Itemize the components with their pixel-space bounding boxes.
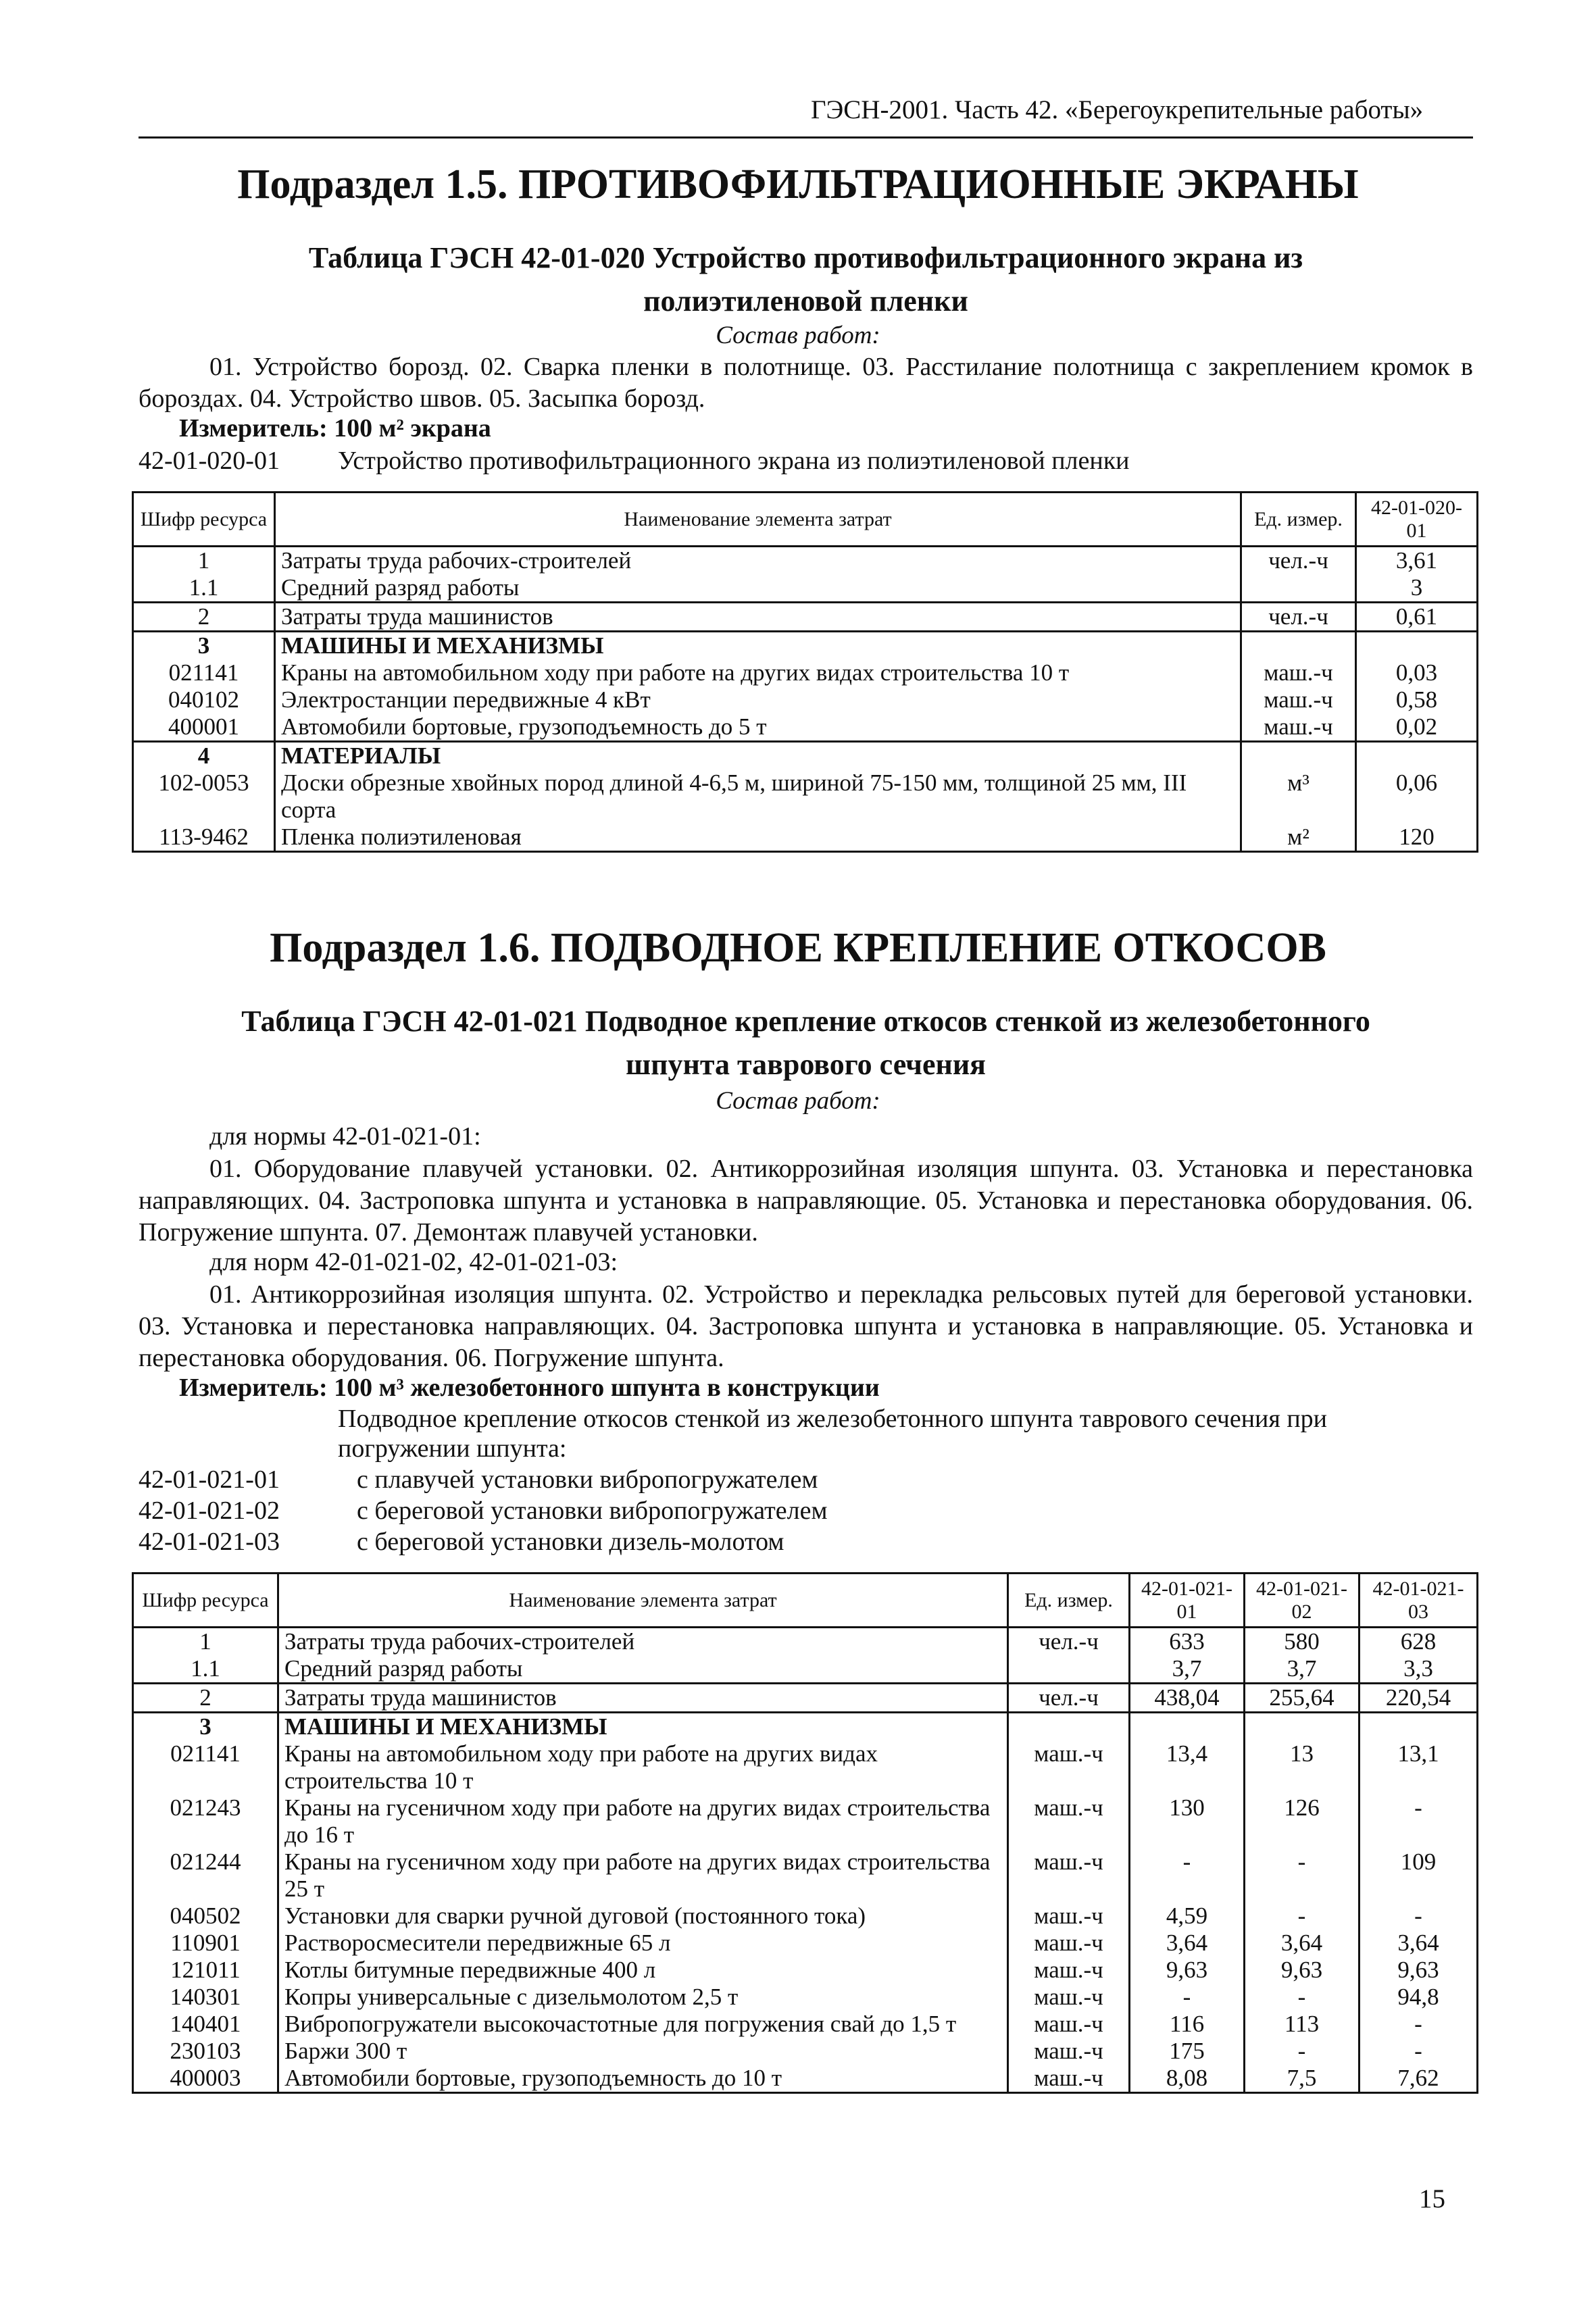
table-cell: маш.-ч bbox=[1008, 1740, 1130, 1794]
table-title-line1: Таблица ГЭСН 42-01-021 Подводное крепление откосов стенкой из железобетонного bbox=[241, 1005, 1370, 1038]
table-cell: маш.-ч bbox=[1241, 659, 1356, 686]
table-cell: 110901 bbox=[133, 1930, 278, 1957]
table-cell: - bbox=[1245, 1848, 1360, 1903]
table-cell: 255,64 bbox=[1245, 1684, 1360, 1713]
table-cell: - bbox=[1360, 1903, 1478, 1930]
table-cell: 130 bbox=[1130, 1794, 1245, 1848]
for-norm-label: для нормы 42-01-021-01: bbox=[209, 1122, 481, 1151]
table-row bbox=[133, 1930, 1478, 1957]
for-norm-label: для норм 42-01-021-02, 42-01-021-03: bbox=[209, 1248, 618, 1276]
table-cell: Пленка полиэтиленовая bbox=[275, 824, 1241, 852]
table-cell: 4 bbox=[133, 742, 275, 770]
table-cell: маш.-ч bbox=[1008, 1930, 1130, 1957]
table-header-row bbox=[133, 1574, 1478, 1628]
section-title: Подраздел 1.5. ПРОТИВОФИЛЬТРАЦИОННЫЕ ЭКРАНЫ bbox=[237, 161, 1359, 207]
table-cell: Копры универсальные с дизельмолотом 2,5 т bbox=[278, 1984, 1008, 2011]
table-cell: Затраты труда рабочих-строителей bbox=[275, 547, 1241, 575]
table-row bbox=[133, 1684, 1478, 1713]
table-cell: 633 bbox=[1130, 1628, 1245, 1656]
table-title-line2: полиэтиленовой пленки bbox=[643, 284, 968, 318]
table-header-row bbox=[133, 493, 1478, 547]
table-title bbox=[139, 1000, 1473, 1086]
table-cell: - bbox=[1360, 2038, 1478, 2065]
work-composition-text: 01. Устройство борозд. 02. Сварка пленки в полотнище. 03. Расстилание полотнища с закреплением кромок в бороздах. 04. Устройство швов. 05. Засыпка борозд. bbox=[139, 353, 1473, 413]
table-cell: 0,06 bbox=[1356, 770, 1478, 824]
norm-code: 42-01-021-01 bbox=[139, 1465, 280, 1494]
table-cell: МАТЕРИАЛЫ bbox=[275, 742, 1241, 770]
norm-code: 42-01-021-03 bbox=[139, 1528, 280, 1556]
table-row bbox=[133, 659, 1478, 686]
table-row bbox=[133, 686, 1478, 713]
table-row bbox=[133, 547, 1478, 575]
header-unit: Ед. измер. bbox=[1241, 493, 1356, 547]
header-col2: 42-01-021-02 bbox=[1245, 1574, 1360, 1628]
table-cell bbox=[1008, 1655, 1130, 1684]
table-cell: 116 bbox=[1130, 2011, 1245, 2038]
table-cell: - bbox=[1245, 1984, 1360, 2011]
table-cell: Краны на автомобильном ходу при работе на других видах строительства 10 т bbox=[275, 659, 1241, 686]
table-cell: 94,8 bbox=[1360, 1984, 1478, 2011]
table-cell: 3 bbox=[133, 1713, 278, 1741]
table-cell: 13,4 bbox=[1130, 1740, 1245, 1794]
table-cell: 400003 bbox=[133, 2065, 278, 2093]
table-cell: 040102 bbox=[133, 686, 275, 713]
header-name: Наименование элемента затрат bbox=[278, 1574, 1008, 1628]
table-cell bbox=[1360, 1713, 1478, 1741]
table-cell: Средний разряд работы bbox=[278, 1655, 1008, 1684]
table-cell bbox=[1130, 1713, 1245, 1741]
table-row bbox=[133, 2065, 1478, 2093]
table-cell: 109 bbox=[1360, 1848, 1478, 1903]
table-cell: 0,61 bbox=[1356, 603, 1478, 632]
table-cell: - bbox=[1245, 1903, 1360, 1930]
table-cell bbox=[1245, 1713, 1360, 1741]
table-cell: 021243 bbox=[133, 1794, 278, 1848]
table-cell: 1 bbox=[133, 1628, 278, 1656]
table-row bbox=[133, 574, 1478, 603]
table-cell: Краны на гусеничном ходу при работе на других видах строительства 25 т bbox=[278, 1848, 1008, 1903]
table-row bbox=[133, 1794, 1478, 1848]
meter-line: Измеритель: 100 м² экрана bbox=[179, 414, 491, 443]
table-row bbox=[133, 1740, 1478, 1794]
table-cell: Краны на автомобильном ходу при работе на других видах строительства 10 т bbox=[278, 1740, 1008, 1794]
table-cell: - bbox=[1130, 1848, 1245, 1903]
table-cell: м² bbox=[1241, 824, 1356, 852]
table-cell: маш.-ч bbox=[1241, 713, 1356, 742]
cost-table-42-01-021 bbox=[132, 1572, 1478, 2094]
table-cell: Затраты труда рабочих-строителей bbox=[278, 1628, 1008, 1656]
section-title: Подраздел 1.6. ПОДВОДНОЕ КРЕПЛЕНИЕ ОТКОСОВ bbox=[270, 925, 1326, 971]
table-cell: 628 bbox=[1360, 1628, 1478, 1656]
table-cell: 175 bbox=[1130, 2038, 1245, 2065]
header-code: Шифр ресурса bbox=[133, 1574, 278, 1628]
work-composition-text: 01. Оборудование плавучей установки. 02. Антикоррозийная изоляция шпунта. 03. Установка и перестановка направляющих. 04. Застроповка шпунта и установка в направляющие. 05. Установка и перестановка оборудования. 06. Погружение шпунта. 07. Демонтаж плавучей установки. bbox=[139, 1155, 1473, 1247]
header-code: Шифр ресурса bbox=[133, 493, 275, 547]
table-cell: Автомобили бортовые, грузоподъемность до 5 т bbox=[275, 713, 1241, 742]
table-cell: 021141 bbox=[133, 659, 275, 686]
norm-code: 42-01-020-01 bbox=[139, 447, 280, 475]
table-row bbox=[133, 632, 1478, 660]
table-cell: - bbox=[1130, 1984, 1245, 2011]
table-cell: 3,7 bbox=[1130, 1655, 1245, 1684]
table-cell: маш.-ч bbox=[1008, 2038, 1130, 2065]
table-cell: Котлы битумные передвижные 400 л bbox=[278, 1957, 1008, 1984]
header-col1: 42-01-021-01 bbox=[1130, 1574, 1245, 1628]
table-cell: чел.-ч bbox=[1008, 1684, 1130, 1713]
table-cell: 1.1 bbox=[133, 574, 275, 603]
table-cell: 3,7 bbox=[1245, 1655, 1360, 1684]
table-cell: 438,04 bbox=[1130, 1684, 1245, 1713]
norm-name: Устройство противофильтрационного экрана из полиэтиленовой пленки bbox=[338, 447, 1130, 475]
table-row bbox=[133, 603, 1478, 632]
table-cell: Средний разряд работы bbox=[275, 574, 1241, 603]
table-cell: - bbox=[1245, 2038, 1360, 2065]
table-row bbox=[133, 1655, 1478, 1684]
table-cell: Электростанции передвижные 4 кВт bbox=[275, 686, 1241, 713]
table-row bbox=[133, 824, 1478, 852]
norm-name: с береговой установки вибропогружателем bbox=[357, 1496, 828, 1525]
table-cell: 102-0053 bbox=[133, 770, 275, 824]
table-cell: - bbox=[1360, 2011, 1478, 2038]
table-cell: 113-9462 bbox=[133, 824, 275, 852]
table-cell: 0,03 bbox=[1356, 659, 1478, 686]
work-composition-label: Состав работ: bbox=[716, 1087, 880, 1115]
table-cell: Доски обрезные хвойных пород длиной 4-6,5 м, шириной 75-150 мм, толщиной 25 мм, III сорта bbox=[275, 770, 1241, 824]
table-cell: 220,54 bbox=[1360, 1684, 1478, 1713]
table-title-line1: Таблица ГЭСН 42-01-020 Устройство противофильтрационного экрана из bbox=[308, 241, 1303, 274]
table-cell: чел.-ч bbox=[1241, 547, 1356, 575]
table-cell: - bbox=[1360, 1794, 1478, 1848]
table-cell: 0,58 bbox=[1356, 686, 1478, 713]
table-cell: 113 bbox=[1245, 2011, 1360, 2038]
table-cell: чел.-ч bbox=[1008, 1628, 1130, 1656]
header-col3: 42-01-021-03 bbox=[1360, 1574, 1478, 1628]
table-cell: 580 bbox=[1245, 1628, 1360, 1656]
header-name: Наименование элемента затрат bbox=[275, 493, 1241, 547]
table-cell: маш.-ч bbox=[1008, 1794, 1130, 1848]
table-cell: 9,63 bbox=[1360, 1957, 1478, 1984]
table-cell: 7,62 bbox=[1360, 2065, 1478, 2093]
table-cell: Баржи 300 т bbox=[278, 2038, 1008, 2065]
table-cell: маш.-ч bbox=[1008, 2065, 1130, 2093]
table-cell: чел.-ч bbox=[1241, 603, 1356, 632]
table-title bbox=[139, 236, 1473, 323]
table-cell bbox=[1356, 742, 1478, 770]
table-title-line2: шпунта таврового сечения bbox=[626, 1048, 986, 1081]
table-cell: 13,1 bbox=[1360, 1740, 1478, 1794]
table-cell: 4,59 bbox=[1130, 1903, 1245, 1930]
table-row bbox=[133, 742, 1478, 770]
table-cell bbox=[1241, 632, 1356, 660]
table-cell: Установки для сварки ручной дуговой (постоянного тока) bbox=[278, 1903, 1008, 1930]
table-cell: 140401 bbox=[133, 2011, 278, 2038]
table-cell: 3,64 bbox=[1245, 1930, 1360, 1957]
table-row bbox=[133, 1628, 1478, 1656]
table-cell: маш.-ч bbox=[1008, 1848, 1130, 1903]
table-cell bbox=[1356, 632, 1478, 660]
table-cell: 126 bbox=[1245, 1794, 1360, 1848]
table-cell: 0,02 bbox=[1356, 713, 1478, 742]
table-row bbox=[133, 2038, 1478, 2065]
table-row bbox=[133, 1984, 1478, 2011]
table-cell: 3 bbox=[133, 632, 275, 660]
table-cell: 230103 bbox=[133, 2038, 278, 2065]
table-cell: маш.-ч bbox=[1008, 1957, 1130, 1984]
table-cell: Затраты труда машинистов bbox=[278, 1684, 1008, 1713]
table-cell: Растворосмесители передвижные 65 л bbox=[278, 1930, 1008, 1957]
table-row bbox=[133, 713, 1478, 742]
norm-name: с плавучей установки вибропогружателем bbox=[357, 1465, 818, 1494]
table-cell: 9,63 bbox=[1130, 1957, 1245, 1984]
header-unit: Ед. измер. bbox=[1008, 1574, 1130, 1628]
page-number: 15 bbox=[1419, 2184, 1445, 2213]
table-row bbox=[133, 1903, 1478, 1930]
table-cell: 140301 bbox=[133, 1984, 278, 2011]
table-cell: маш.-ч bbox=[1241, 686, 1356, 713]
work-composition-label: Состав работ: bbox=[716, 322, 880, 349]
table-cell: 7,5 bbox=[1245, 2065, 1360, 2093]
table-row bbox=[133, 2011, 1478, 2038]
table-cell: 9,63 bbox=[1245, 1957, 1360, 1984]
table-cell bbox=[1241, 574, 1356, 603]
table-cell: 8,08 bbox=[1130, 2065, 1245, 2093]
table-cell: м³ bbox=[1241, 770, 1356, 824]
table-cell: маш.-ч bbox=[1008, 2011, 1130, 2038]
table-cell: 400001 bbox=[133, 713, 275, 742]
work-composition-text: 01. Антикоррозийная изоляция шпунта. 02. Устройство и перекладка рельсовых путей для береговой установки. 03. Установка и перестановка направляющих. 04. Застроповка шпунта и установка в направляющие. 05. Установка и перестановка оборудования. 06. Погружение шпунта. bbox=[139, 1280, 1473, 1372]
table-cell: 040502 bbox=[133, 1903, 278, 1930]
table-cell: МАШИНЫ И МЕХАНИЗМЫ bbox=[275, 632, 1241, 660]
running-header: ГЭСН-2001. Часть 42. «Берегоукрепительные работы» bbox=[811, 95, 1424, 124]
norms-intro-line2: погружении шпунта: bbox=[338, 1434, 567, 1463]
header-col1: 42-01-020-01 bbox=[1356, 493, 1478, 547]
meter-line: Измеритель: 100 м³ железобетонного шпунта в конструкции bbox=[179, 1374, 880, 1402]
table-cell: Затраты труда машинистов bbox=[275, 603, 1241, 632]
norm-name: с береговой установки дизель-молотом bbox=[357, 1528, 784, 1556]
table-row bbox=[133, 1713, 1478, 1741]
table-cell: 1 bbox=[133, 547, 275, 575]
table-cell: 2 bbox=[133, 1684, 278, 1713]
table-cell: 2 bbox=[133, 603, 275, 632]
table-cell: 121011 bbox=[133, 1957, 278, 1984]
table-cell bbox=[1008, 1713, 1130, 1741]
table-cell: Вибропогружатели высокочастотные для погружения свай до 1,5 т bbox=[278, 2011, 1008, 2038]
table-cell: 120 bbox=[1356, 824, 1478, 852]
table-cell: 3,61 bbox=[1356, 547, 1478, 575]
table-row bbox=[133, 1957, 1478, 1984]
table-cell: 3,3 bbox=[1360, 1655, 1478, 1684]
norm-code: 42-01-021-02 bbox=[139, 1496, 280, 1525]
table-row bbox=[133, 1848, 1478, 1903]
table-cell: 3,64 bbox=[1360, 1930, 1478, 1957]
cost-table-42-01-020 bbox=[132, 491, 1478, 853]
table-cell: маш.-ч bbox=[1008, 1984, 1130, 2011]
table-cell: Краны на гусеничном ходу при работе на других видах строительства до 16 т bbox=[278, 1794, 1008, 1848]
table-cell: 3,64 bbox=[1130, 1930, 1245, 1957]
table-cell: 3 bbox=[1356, 574, 1478, 603]
table-cell: маш.-ч bbox=[1008, 1903, 1130, 1930]
norms-intro-line1: Подводное крепление откосов стенкой из железобетонного шпунта таврового сечения при bbox=[338, 1405, 1328, 1433]
table-cell: Автомобили бортовые, грузоподъемность до 10 т bbox=[278, 2065, 1008, 2093]
table-cell: 021244 bbox=[133, 1848, 278, 1903]
table-cell: МАШИНЫ И МЕХАНИЗМЫ bbox=[278, 1713, 1008, 1741]
table-cell bbox=[1241, 742, 1356, 770]
table-cell: 021141 bbox=[133, 1740, 278, 1794]
table-row bbox=[133, 770, 1478, 824]
header-rule bbox=[139, 136, 1473, 139]
table-cell: 13 bbox=[1245, 1740, 1360, 1794]
table-cell: 1.1 bbox=[133, 1655, 278, 1684]
